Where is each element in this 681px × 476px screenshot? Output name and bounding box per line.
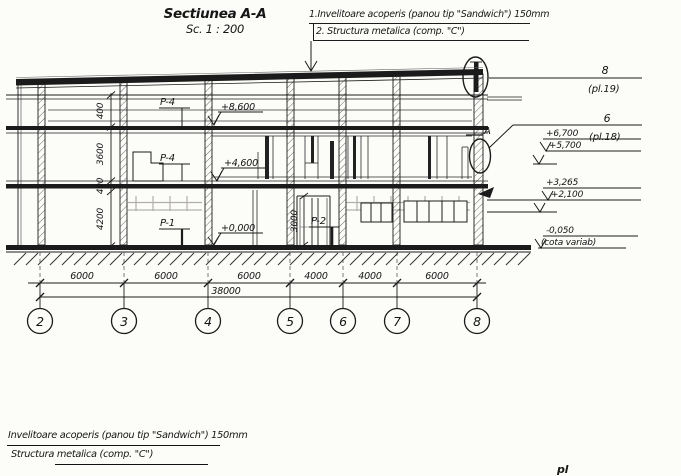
span-dim-1: 6000	[70, 271, 94, 282]
label-p4-mid: P-4	[160, 153, 175, 164]
door-height-dim: 3000	[290, 209, 300, 233]
total-dim: 38000	[211, 286, 241, 297]
ground-partition	[253, 190, 257, 245]
vdim-400-top: 400	[96, 102, 106, 120]
drawing-scale: Sc. 1 : 200	[185, 22, 245, 36]
roof-leader-arrow	[305, 41, 317, 71]
axis-4: 4	[204, 314, 212, 329]
door-dimension	[300, 193, 308, 248]
label-p4-upper: P-4	[160, 97, 175, 108]
axis-8: 8	[473, 314, 481, 329]
level-floor1: +4,600	[224, 158, 258, 169]
level-ground: +0,000	[221, 223, 255, 234]
bottom-legend-item-1: Invelitoare acoperis (panou tip "Sandwich") 150mm	[8, 430, 248, 441]
label-p1: P-1	[160, 218, 175, 229]
detail-a-label: A	[484, 126, 491, 137]
rlevel-5700: +5,700	[549, 141, 582, 151]
ref-pl19: (pl.19)	[588, 84, 620, 95]
label-p2: P-2	[311, 216, 326, 227]
ref-8: 8	[601, 64, 609, 77]
axis-3: 3	[120, 314, 128, 329]
corner-note: pl	[557, 463, 569, 476]
axis-6: 6	[339, 314, 347, 329]
ref-6: 6	[603, 112, 611, 125]
axis-5: 5	[286, 314, 294, 329]
bottom-legend-item-2: Structura metalica (comp. "C")	[11, 449, 154, 460]
span-dim-6: 6000	[425, 271, 449, 282]
span-dim-5: 4000	[358, 271, 382, 282]
level-roof: +8,600	[221, 102, 255, 113]
span-dim-4: 4000	[304, 271, 328, 282]
rlevel-3265: +3,265	[546, 178, 579, 188]
vdim-3600: 3600	[96, 142, 106, 166]
roof-panel	[16, 68, 483, 89]
vdim-400-mid: 400	[96, 177, 106, 195]
ground-windows	[361, 201, 467, 222]
top-legend-item-2: 2. Structura metalica (comp. "C")	[316, 26, 465, 37]
left-dimension-chain	[107, 92, 115, 251]
ground-hatching	[14, 253, 530, 265]
axis-7: 7	[393, 314, 401, 329]
vdim-4200: 4200	[96, 207, 106, 231]
ref-pl18: (pl.18)	[589, 132, 621, 143]
rlevel-2100: +2,100	[551, 190, 584, 200]
span-dim-2: 6000	[154, 271, 178, 282]
drawing-title: Sectiunea A-A	[163, 6, 267, 22]
axis-2: 2	[36, 314, 44, 329]
rlevel-6700: +6,700	[546, 129, 579, 139]
top-legend-item-1: 1.Invelitoare acoperis (panou tip "Sandwich") 150mm	[309, 9, 550, 20]
span-dim-3: 6000	[237, 271, 261, 282]
rlevel-0050: -0,050	[546, 226, 574, 236]
rlevel-cota: (cota variab)	[541, 238, 597, 248]
grid-bubbles	[28, 309, 490, 334]
